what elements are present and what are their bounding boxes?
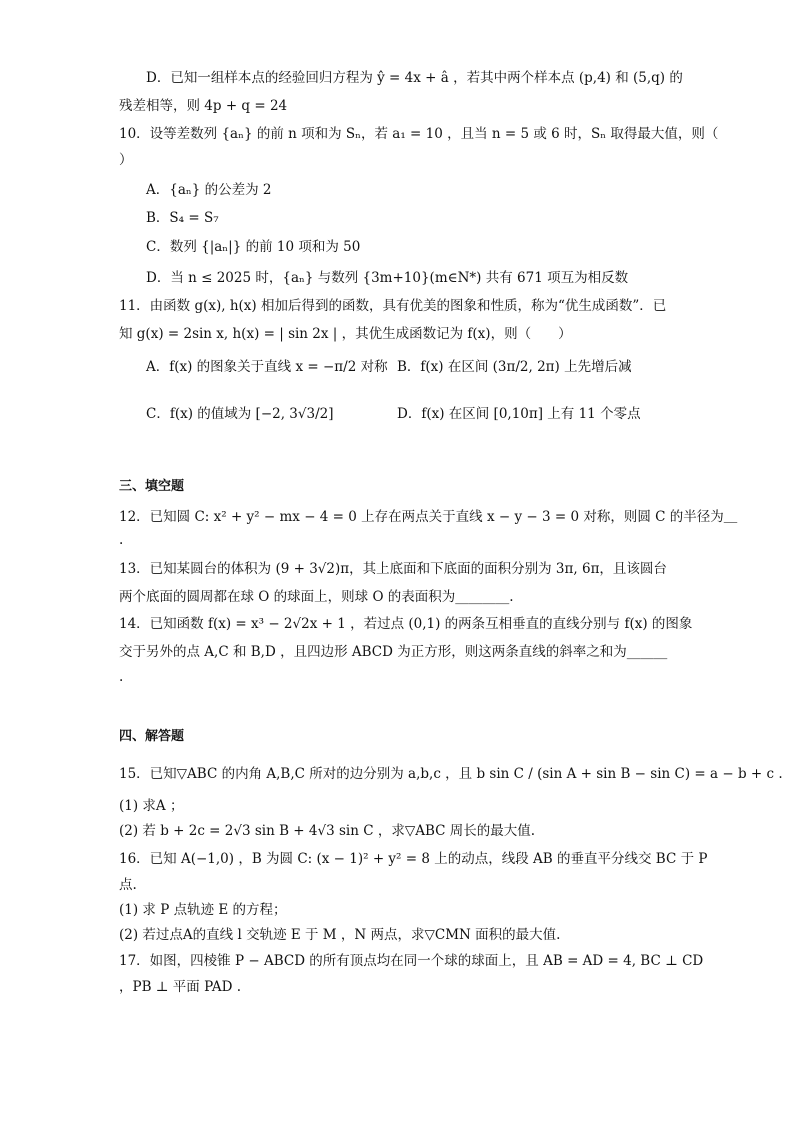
q13-line1: 13．已知某圆台的体积为 (9 + 3√2)π，其上底面和下底面的面积分别为 3π, 6π，且该圆台 (119, 561, 667, 577)
q10-option-a: A．{aₙ} 的公差为 2 (146, 182, 272, 198)
q10-stem-line2: ） (119, 152, 133, 168)
q12-line1: 12．已知圆 C: x² + y² − mx − 4 = 0 上存在两点关于直线 x − y − 3 = 0 对称，则圆 C 的半径为＿ (119, 509, 738, 525)
q16-part1: (1) 求 P 点轨迹 E 的方程； (119, 902, 287, 918)
q11-stem-line2: 知 g(x) = 2sin x, h(x) = | sin 2x | ，其优生成函数记为 f(x)，则（ ） (119, 326, 572, 342)
q11-option-b: B．f(x) 在区间 (3π/2, 2π) 上先增后减 (397, 359, 632, 375)
q11-option-c: C．f(x) 的值域为 [−2, 3√3/2] (146, 406, 334, 422)
q10-option-b: B．S₄ = S₇ (146, 210, 219, 226)
q15-line1: 15．已知▽ABC 的内角 A,B,C 所对的边分别为 a,b,c ，且 b sin C / (sin A + sin B − sin C) = a − b + c . (119, 766, 783, 782)
q16-part2: (2) 若过点A的直线 l 交轨迹 E 于 M ，N 两点，求▽CMN 面积的最大值. (119, 927, 561, 943)
q15-part2: (2) 若 b + 2c = 2√3 sin B + 4√3 sin C ，求▽ABC 周长的最大值. (119, 823, 536, 839)
q17-line1: 17．如图，四棱锥 P − ABCD 的所有顶点均在同一个球的球面上，且 AB = AD = 4, BC ⊥ CD (119, 953, 704, 969)
q11-stem-line1: 11．由函数 g(x), h(x) 相加后得到的函数，具有优美的图象和性质，称为“优生成函数”．已 (119, 298, 667, 314)
q11-option-d: D．f(x) 在区间 [0,10π] 上有 11 个零点 (397, 406, 641, 422)
q9-option-d-line1: D．已知一组样本点的经验回归方程为 ŷ = 4x + â ，若其中两个样本点 (p,4) 和 (5,q) 的 (146, 70, 683, 86)
q12-line2: . (119, 532, 124, 548)
q14-line1: 14．已知函数 f(x) = x³ − 2√2x + 1 ，若过点 (0,1) 的两条互相垂直的直线分别与 f(x) 的图象 (119, 616, 693, 632)
q9-option-d-line2: 残差相等，则 4p + q = 24 (119, 98, 288, 114)
q16-line1: 16．已知 A(−1,0) ，B 为圆 C: (x − 1)² + y² = 8 上的动点，线段 AB 的垂直平分线交 BC 于 P (119, 851, 708, 867)
q16-line2: 点. (119, 877, 137, 893)
q15-part1: (1) 求A ； (119, 798, 184, 814)
q14-line3: . (119, 669, 124, 685)
q10-option-c: C．数列 {|aₙ|} 的前 10 项和为 50 (146, 239, 361, 255)
section-solutions: 四、解答题 (119, 729, 185, 744)
q14-line2: 交于另外的点 A,C 和 B,D ，且四边形 ABCD 为正方形，则这两条直线的斜率之和为______ (119, 644, 668, 660)
section-fill-in: 三、填空题 (119, 479, 185, 494)
q11-option-a: A．f(x) 的图象关于直线 x = −π/2 对称 (146, 359, 388, 375)
q17-line2: ，PB ⊥ 平面 PAD . (119, 979, 242, 995)
q10-option-d: D．当 n ≤ 2025 时，{aₙ} 与数列 {3m+10}(m∈N*) 共有 671 项互为相反数 (146, 270, 629, 286)
q10-stem-line1: 10．设等差数列 {aₙ} 的前 n 项和为 Sₙ，若 a₁ = 10 ，且当 n = 5 或 6 时，Sₙ 取得最大值，则（ (119, 126, 719, 142)
q13-line2: 两个底面的圆周都在球 O 的球面上，则球 O 的表面积为________. (119, 589, 514, 605)
